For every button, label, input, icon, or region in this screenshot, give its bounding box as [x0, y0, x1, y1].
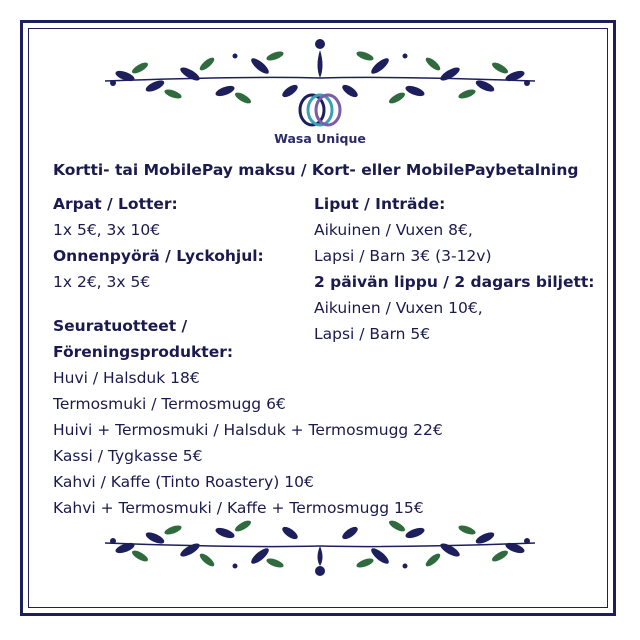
- lotteries-price: 1x 5€, 3x 10€: [53, 221, 161, 239]
- two-day-adult: Aikuinen / Vuxen 10€,: [314, 299, 483, 317]
- merch-heading-line2: Föreningsprodukter:: [53, 343, 234, 361]
- wheel-heading: Onnenpyörä / Lyckohjul:: [53, 247, 264, 265]
- merch-item: Kassi / Tygkasse 5€: [53, 447, 203, 465]
- merch-heading-line1: Seuratuotteet /: [53, 317, 188, 335]
- merch-item: Kahvi + Termosmuki / Kaffe + Termosmugg 15€: [53, 499, 424, 517]
- two-day-child: Lapsi / Barn 5€: [314, 325, 431, 343]
- brand-name: Wasa Unique: [274, 131, 366, 146]
- wasa-unique-logo-icon: [290, 90, 350, 130]
- payment-note: Kortti- tai MobilePay maksu / Kort- eller MobilePaybetalning: [53, 161, 579, 179]
- lotteries-heading: Arpat / Lotter:: [53, 195, 178, 213]
- wheel-price: 1x 2€, 3x 5€: [53, 273, 151, 291]
- merch-item: Huvi / Halsduk 18€: [53, 369, 200, 387]
- tickets-heading: Liput / Inträde:: [314, 195, 446, 213]
- bottom-floral-ornament-icon: [95, 508, 545, 578]
- merch-item: Termosmuki / Termosmugg 6€: [53, 395, 286, 413]
- two-day-heading: 2 päivän lippu / 2 dagars biljett:: [314, 273, 595, 291]
- tickets-adult: Aikuinen / Vuxen 8€,: [314, 221, 473, 239]
- merch-item: Huivi + Termosmuki / Halsduk + Termosmugg 22€: [53, 421, 443, 439]
- tickets-child: Lapsi / Barn 3€ (3-12v): [314, 247, 492, 265]
- merch-item: Kahvi / Kaffe (Tinto Roastery) 10€: [53, 473, 314, 491]
